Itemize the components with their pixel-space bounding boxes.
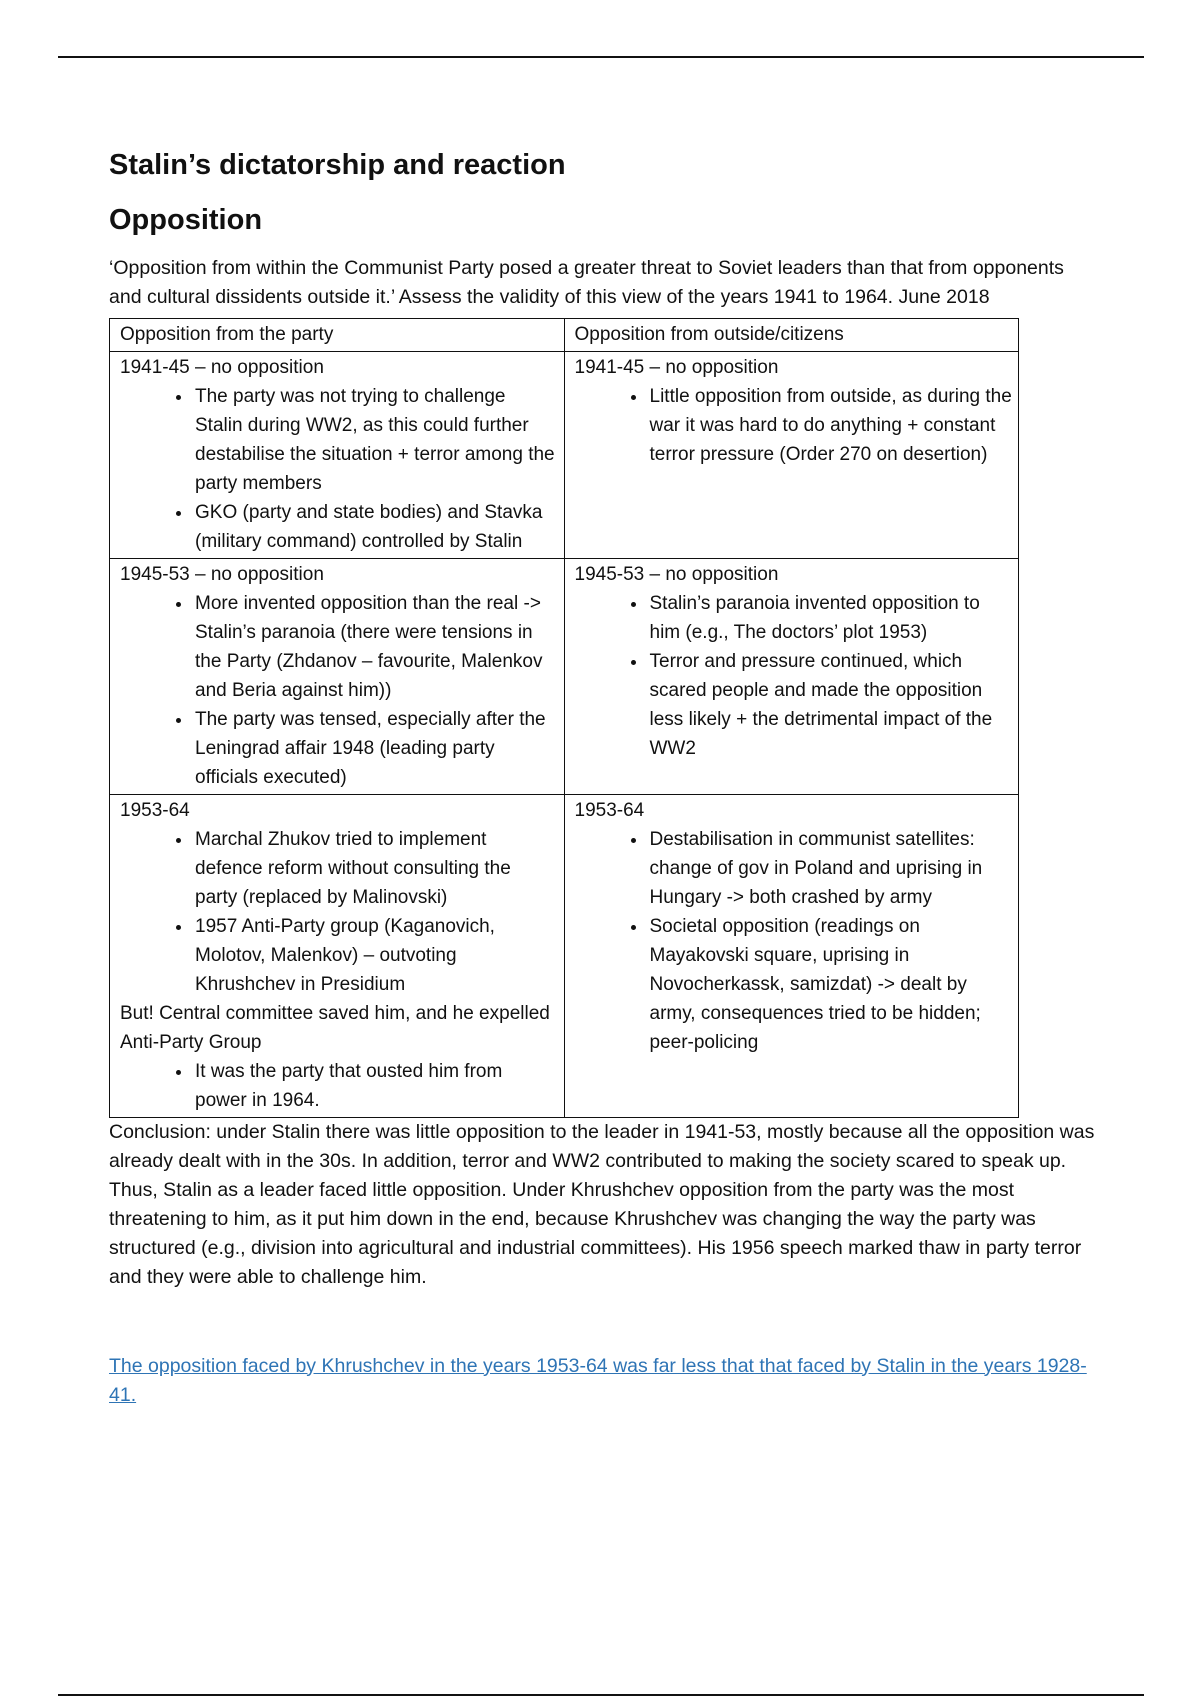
period-label: 1945-53 – no opposition — [120, 563, 324, 585]
outside-cell — [564, 794, 1019, 1117]
bullet-list — [120, 1057, 558, 1115]
column-header-party: Opposition from the party — [110, 318, 565, 351]
cell-note: But! Central committee saved him, and he expelled Anti-Party Group — [120, 1002, 550, 1053]
section-heading: Opposition — [109, 203, 263, 236]
bullet-list — [120, 382, 558, 556]
list-item: • More invented opposition than the real -> Stalin’s paranoia (there were tensions in the Party (Zhdanov – favourite, Malenkov and Beria against him)) — [193, 589, 558, 705]
outside-cell — [564, 351, 1019, 558]
bullet-list — [575, 825, 1013, 1057]
party-cell — [110, 794, 565, 1117]
period-label: 1941-45 – no opposition — [574, 356, 779, 378]
list-item: • Destabilisation in communist satellites: change of gov in Poland and uprising in Hungary -> both crashed by army — [648, 825, 1013, 912]
list-item: • Terror and pressure continued, which scared people and made the opposition less likely + the detrimental impact of the WW2 — [648, 647, 1013, 763]
list-item: • GKO (party and state bodies) and Stavka (military command) controlled by Stalin — [193, 498, 558, 556]
period-label: 1941-45 – no opposition — [120, 356, 324, 378]
page-title: Stalin’s dictatorship and reaction — [109, 149, 566, 181]
list-item: • The party was tensed, especially after the Leningrad affair 1948 (leading party officials executed) — [193, 705, 558, 792]
period-label: 1953-64 — [120, 799, 190, 821]
list-item: • Little opposition from outside, as during the war it was hard to do anything + constant terror pressure (Order 270 on desertion) — [648, 382, 1013, 469]
list-item: • Stalin’s paranoia invented opposition to him (e.g., The doctors’ plot 1953) — [648, 589, 1013, 647]
party-cell — [110, 558, 565, 794]
essay-question: ‘Opposition from within the Communist Party posed a greater threat to Soviet leaders than that from opponents and cultural dissidents outside it.’ Assess the validity of this view of the years 1941 to 1964. June 2018 — [109, 256, 1064, 308]
table-header-row — [110, 318, 1019, 351]
opposition-table — [109, 318, 1019, 1118]
party-cell — [110, 351, 565, 558]
footer-rule — [58, 1694, 1144, 1696]
header-rule — [58, 56, 1144, 58]
outside-cell — [564, 558, 1019, 794]
list-item: • Marchal Zhukov tried to implement defence reform without consulting the party (replaced by Malinovski) — [193, 825, 558, 912]
table-row — [110, 351, 1019, 558]
list-item: • It was the party that ousted him from power in 1964. — [193, 1057, 558, 1115]
column-header-outside: Opposition from outside/citizens — [564, 318, 1019, 351]
bullet-list — [575, 382, 1013, 469]
bullet-list — [575, 589, 1013, 763]
bullet-list — [120, 825, 558, 999]
period-label: 1953-64 — [574, 799, 645, 821]
list-item: • The party was not trying to challenge Stalin during WW2, as this could further destabilise the situation + terror among the party members — [193, 382, 558, 498]
list-item: • 1957 Anti-Party group (Kaganovich, Molotov, Malenkov) – outvoting Khrushchev in Presidium — [193, 912, 558, 999]
document-body — [109, 148, 1099, 1410]
table-row — [110, 558, 1019, 794]
table-row — [110, 794, 1019, 1117]
essay-link[interactable]: The opposition faced by Khrushchev in the years 1953-64 was far less that that faced by Stalin in the years 1928-41. — [109, 1354, 1087, 1406]
list-item: • Societal opposition (readings on Mayakovski square, uprising in Novocherkassk, samizdat) -> dealt by army, consequences tried to be hidden; peer-policing — [648, 912, 1013, 1057]
period-label: 1945-53 – no opposition — [574, 563, 779, 585]
conclusion-paragraph: Conclusion: under Stalin there was little opposition to the leader in 1941-53, mostly because all the opposition was already dealt with in the 30s. In addition, terror and WW2 contributed to making the society scared to speak up. Thus, Stalin as a leader faced little opposition. Under Khrushchev opposition from the party was the most threatening to him, as it put him down in the end, because Khrushchev was changing the way the party was structured (e.g., division into agricultural and industrial committees). His 1956 speech marked thaw in party terror and they were able to challenge him. — [109, 1120, 1095, 1288]
bullet-list — [120, 589, 558, 792]
